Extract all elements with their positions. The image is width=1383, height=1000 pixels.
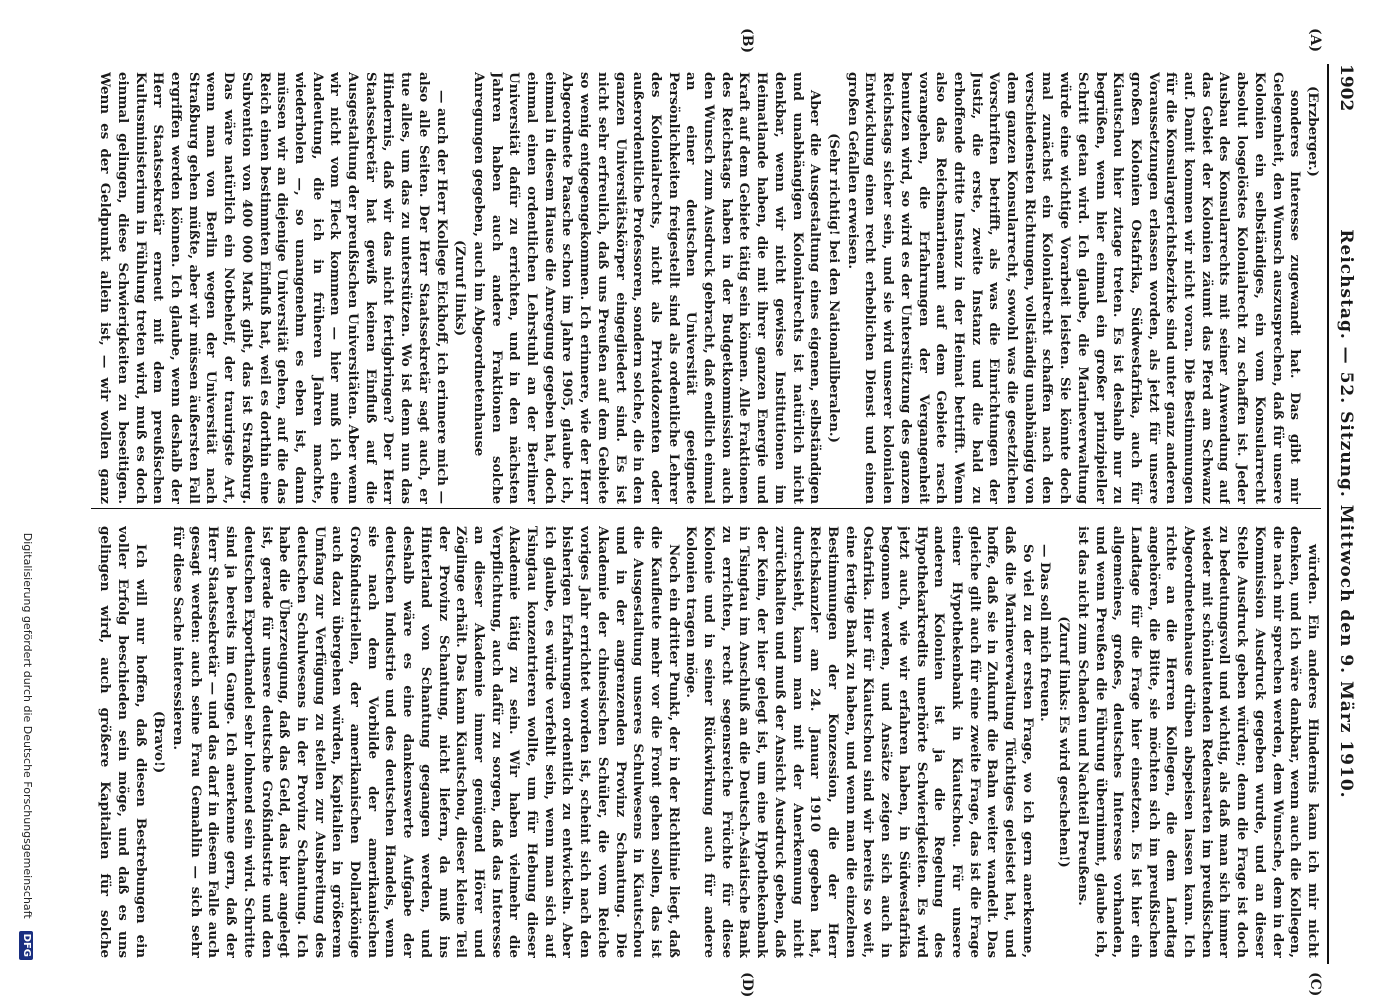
paragraph: — Das soll mich freuen. — [1037, 544, 1054, 722]
column-divider — [91, 508, 1321, 509]
header-rule — [1327, 64, 1329, 964]
section-marker-b: (B) — [739, 28, 755, 54]
right-column — [96, 526, 1321, 958]
section-marker-d: (D) — [739, 972, 755, 998]
digitization-credit — [16, 0, 38, 1000]
paragraph: — auch der Herr Kollege Eickhoff, ich erinnere mich — also alle Seiten. Der Herr Staatssekretär sagt auch, er tue alles, um das zu unterstützen. Wo ist denn nun das Hindernis, daß wir das nicht fertigbringen? Der Herr Staatssekretär hat gewiß keinen Einfluß auf die Ausgestaltung der preußischen Universitäten. Aber wenn wir nicht vom Fleck kommen — hier muß ich eine Andeutung, die ich in früheren Jahren machte, wiederholen —, so unangenehm es eben ist, dann müssen wir an diejenige Universität gehen, auf die das Reich einen bestimmten Einfluß hat, weil es dorthin eine Subvention von 400 000 Mark gibt, das ist Straßburg. Das wäre natürlich ein Notbehelf, der traurigste Art, wenn man von Berlin wegen der Universität nach Straßburg gehen müßte, aber wir müssen äußersten Fall ergriffen werden können. Ich glaube, wenn deshalb der Herr Staatssekretär erneut mit dem preußischen Kultusministerium in Fühlung treten wird, muß es doch einmal gelingen, diese Schwierigkeiten zu beseitigen. Wenn es der Geldpunkt allein ist, — wir wollen ganz — [97, 72, 450, 504]
paragraph: würden. Ein anderes Hindernis kann ich mir nicht denken, und ich wäre dankbar, wenn auch die Kollegen, die nach mir sprechen werden, dem Wunsche, dem in der Kommission Ausdruck gegeben wurde, und an dieser Stelle Ausdruck geben würden; denn die Frage ist doch zu bedeutungsvoll und wichtig, als daß man sich immer wieder mit schönlautenden Redensarten im preußischen Abgeordnetenhause drüben abspeisen lassen kann. Ich richte an die Herren Kollegen, die dem Landtag angehören, die Bitte, sie möchten sich im preußischen Landtage für die Frage hier einsetzen. Es ist hier ein allgemeines, großes, deutsches Interesse vorhanden, und wenn Preußen die Führung übernimmt, glaube ich, ist das nicht zum Schaden und Nachteil Preußens. — [1074, 526, 1321, 958]
interjection: (Sehr richtig! bei den Nationalliberalen.) — [826, 133, 843, 443]
page-header — [1331, 64, 1361, 964]
speaker-name: (Erzberger.) — [1305, 86, 1321, 177]
dfg-logo: DFG — [19, 931, 33, 960]
paragraph: Aber die Ausgestaltung eines eigenen, selbständigen und unabhängigen Kolonialrechts ist natürlich nicht denkbar, wenn wir nicht gewisse Institutionen im Heimatlande haben, die mit ihrer ganzen Energie und Kraft auf dem Gebiete tätig sein können. Alle Fraktionen des Reichstags haben in der Budgetkommission auch den Wunsch zum Ausdruck gebracht, daß endlich einmal an einer deutschen Universität geeignete Persönlichkeiten freigestellt sind als ordentliche Lehrer des Kolonialrechts, nicht als Privatdozenten oder außerordentliche Professoren, sondern solche, die in den ganzen Universitätskörper eingegliedert sind. Es ist nicht sehr erfreulich, daß uns Preußen auf dem Gebiete so wenig entgegengekommen. Ich erinnere, wie der Herr Abgeordnete Paasche schon im Jahre 1905, glaube ich, einmal in diesem Hause die Anregung gegeben hat, doch einmal einen ordentlichen Lehrstuhl an der Berliner Universität dafür zu errichten, und in den nächsten Jahren haben auch andere Fraktionen solche Anregungen gegeben, auch im Abgeordnetenhause — [470, 72, 824, 504]
interjection: (Zuruf links) — [452, 239, 469, 337]
interjection: (Bravo!) — [151, 710, 168, 774]
credit-text: Digitalisierung gefördert durch die Deutsche Forschungsgemeinschaft — [21, 532, 34, 919]
paragraph: So viel zu der ersten Frage, wo ich gern anerkenne, daß die Marineverwaltung Tüchtiges geleistet hat, und hoffe, daß sie in Zukunft die Bahn weiter wandelt. Das gleiche gilt auch für eine zweite Frage, das ist die Frage einer Hypothekenbank in Kiautschou. Für unsere anderen Kolonien ist ja die Regelung des Hypothekarkredits unerhörte Schwierigkeiten. Es wird jetzt auch, wie wir erfahren haben, in Südwestafrika begonnen werden, und Ansätze zeigen sich auch in Ostafrika. Hier für Kiautschou sind wir bereits so weit, eine fertige Bank zu haben, und wenn man die einzelnen Bestimmungen der Konzession, die der Herr Reichskanzler am 24. Januar 1910 gegeben hat, durchsieht, kann man mit der Anerkennung nicht zurückhalten und muß der Ansicht Ausdruck geben, daß der Keim, der hier gelegt ist, um eine Hypothekenbank in Tsingtau im Anschluß an die Deutsch-Asiatische Bank zu errichten, recht segensreiche Früchte für diese Kolonie und in seiner Rückwirkung auch für andere Kolonien tragen möge. — [683, 526, 1036, 958]
running-title: Reichstag. — 52. Sitzung. Mittwoch den 9. März 1910. — [1336, 229, 1356, 799]
paragraph: Noch ein dritter Punkt, der in der Richtlinie liegt, daß die Kaufleute mehr vor die Front gehen sollen, das ist die Ausgestaltung unseres Schulwesens in Kiautschou und in der angrenzenden Provinz Schantung. Die Akademie der chinesischen Schüler, die vom Reiche voriges Jahr errichtet worden ist, scheint sich nach den bisherigen Erfahrungen ordentlich zu entwickeln. Aber ich glaube, es würde verfehlt sein, wenn man sich auf Tsingtau konzentrieren wollte, um für Hebung dieser Akademie tätig zu sein. Wir haben vielmehr die Verpflichtung, auch dafür zu sorgen, daß das Interesse an dieser Akademie immer genügend Hörer und Zöglinge erhält. Das kann Kiautschou, dieser kleine Teil der Provinz Schantung, nicht liefern, da muß ins Hinterland von Schantung gegangen werden, und deshalb wäre es eine dankenswerte Aufgabe der deutschen Industrie und des deutschen Handels, wenn sie nach dem Vorbilde der amerikanischen Großindustriellen, der amerikanischen Dollarkönige auch dazu übergehen würden, Kapitalien in größerem Umfang zur Verfügung zu stellen zur Ausbreitung des deutschen Schulwesens in der Provinz Schantung. Ich habe die Überzeugung, daß das Geld, das hier angelegt ist, gerade für unsere deutsche Großindustrie und den deutschen Exporthandel sehr lohnend sein wird. Schritte sind ja bereits im Gange. Ich anerkenne gern, daß der Herr Staatssekretär — und das darf in diesem Falle auch gesagt werden: auch seine Frau Gemahlin — sich sehr für diese Sache interessieren. — [170, 526, 682, 958]
page-number: 1902 — [1336, 64, 1356, 112]
interjection: (Zuruf links: Es wird geschehen!) — [1056, 616, 1073, 868]
left-column — [96, 72, 1321, 504]
section-marker-c: (C) — [1307, 972, 1323, 997]
section-marker-a: (A) — [1307, 28, 1323, 53]
paragraph: sonderes Interesse zugewandt hat. Das gibt mir Gelegenheit, den Wunsch auszusprechen, daß für unsere Kolonien ein selbständiges, ein vom Konsularrecht absolut losgelöstes Kolonialrecht zu schaffen ist. Jeder Ausbau des Konsularrechts mit seiner Anwendung auf das Gebiet der Kolonien zäumt das Pferd am Schwanz auf. Damit kommen wir nicht voran. Die Bestimmungen für die Konsulargerichtsbezirke sind unter ganz anderen Voraussetzungen erlassen worden, als jetzt für unsere großen Kolonien Ostafrika, Südwestafrika, auch für Kiautschou hier zutage treten. Es ist deshalb nur zu begrüßen, wenn hier einmal ein großer prinzipieller Schritt getan wird. Ich glaube, die Marineverwaltung würde eine wichtige Vorarbeit leisten. Sie könnte doch mal zunächst ein Kolonialrecht schaffen nach den verschiedensten Richtungen, vollständig unabhängig von dem ganzen Konsularrecht, sowohl was die gesetzlichen Vorschriften betrifft, als was die Einrichtungen der Justiz, die erste, zweite Instanz und die bald zu erhoffende dritte Instanz in der Heimat betrifft. Wenn also das Reichsmarineamt auf dem Gebiete rasch vorangehen, die Erfahrungen der Vergangenheit benutzen wird, so wird es der Unterstützung des ganzen Reichstags sicher sein, und sie wird unserer kolonialen Entwicklung einen recht erheblichen Dienst und einen großen Gefallen erweisen. — [844, 72, 1304, 504]
paragraph: Ich will nur hoffen, daß diesen Bestrebungen ein voller Erfolg beschieden sein möge, und daß es uns gelingen wird, auch größere Kapitalien für solche — [97, 526, 149, 958]
